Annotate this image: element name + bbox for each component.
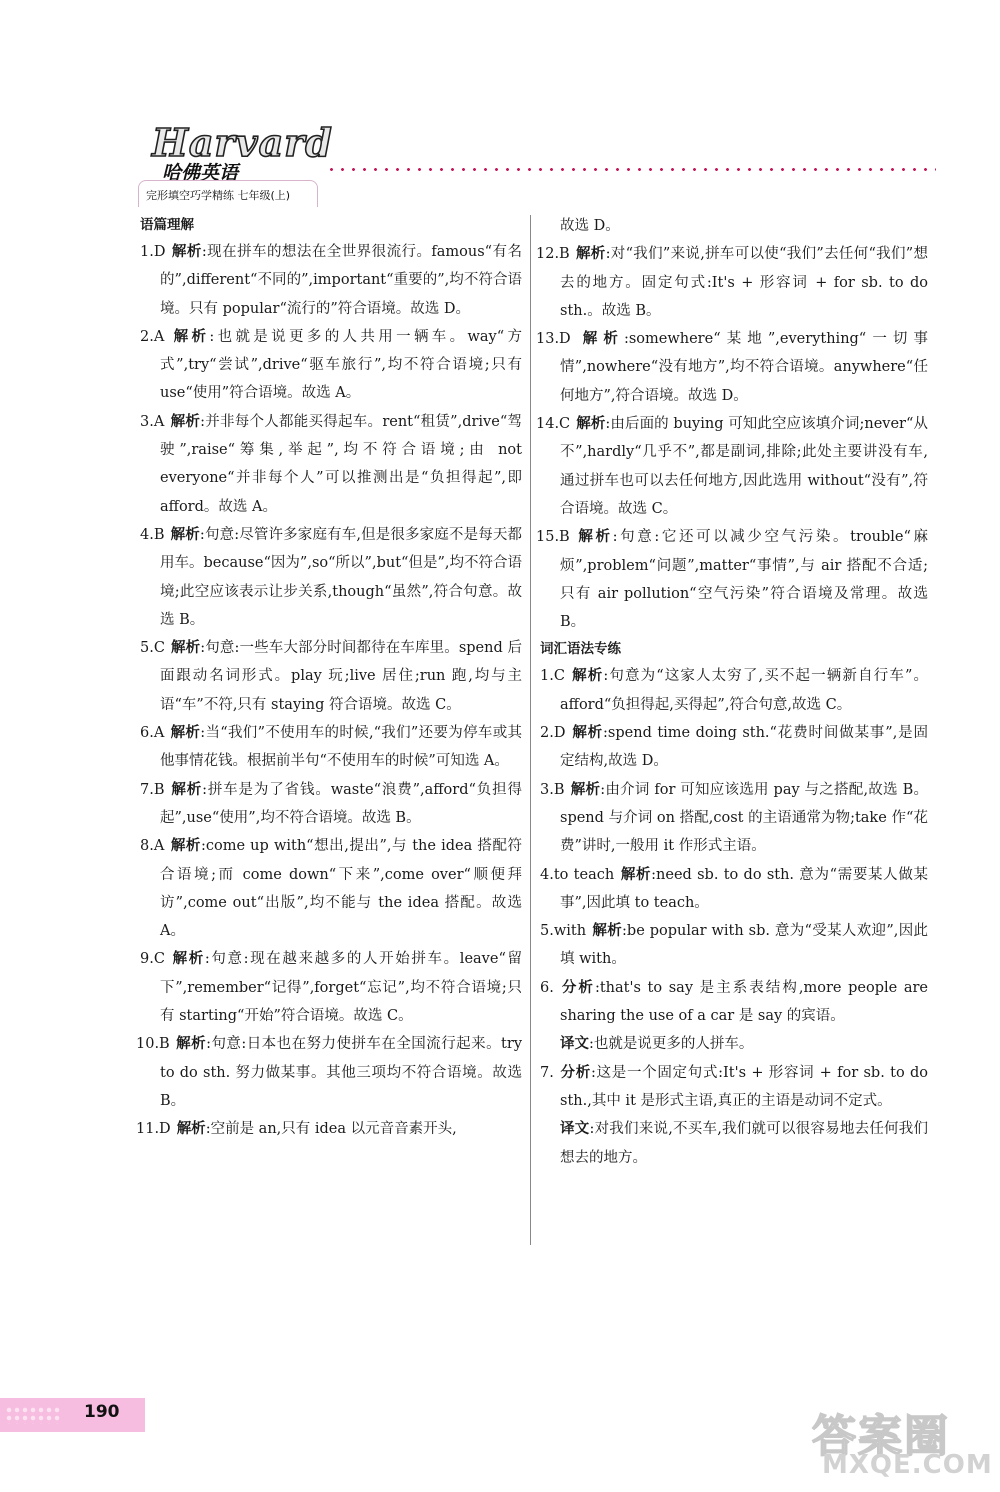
analysis-label: 解析 xyxy=(170,781,203,798)
analysis-text: :be popular with sb. 意为“受某人欢迎”,因此填 with。 xyxy=(560,923,929,968)
analysis-label: 解析 xyxy=(170,725,201,742)
analysis-label: 解析 xyxy=(592,923,623,940)
answer-item xyxy=(536,240,928,325)
answer-number: 7. xyxy=(540,1064,554,1081)
answer-item xyxy=(540,917,928,974)
answer-number: 3.A xyxy=(140,413,165,430)
analysis-label: 解析 xyxy=(620,866,652,883)
answer-number: 8.A xyxy=(140,838,165,855)
answer-item xyxy=(140,323,522,408)
answer-item xyxy=(140,719,522,776)
answer-number: 11.D xyxy=(136,1121,171,1138)
analysis-label: 译文 xyxy=(560,1036,589,1053)
analysis-text: :come up with“想出,提出”,与 the idea 搭配符合语境;而 come down“下来”,come over“顺便拜访”,come out“出版”,均不能与 the idea 搭配。故选 A。 xyxy=(160,838,522,940)
analysis-label: 解析 xyxy=(175,1036,207,1053)
answer-number: 15.B xyxy=(536,529,570,546)
analysis-text: :need sb. to do sth. 意为“需要某人做某事”,因此填 to teach。 xyxy=(560,866,929,911)
answer-number: 1.C xyxy=(540,668,565,685)
page-header xyxy=(138,120,938,210)
answer-number: 9.C xyxy=(140,951,165,968)
analysis-text: :对“我们”来说,拼车可以使“我们”去任何“我们”想去的地方。固定句式:It's + 形容词 + for sb. to do sth.。故选 B。 xyxy=(560,246,928,319)
analysis-text: :句意:它还可以减少空气污染。trouble“麻烦”,problem“问题”,matter“事情”,与 air 搭配不合适;只有 air pollution“空气污染”符合语境及常理。故选 B。 xyxy=(560,529,928,631)
answer-item xyxy=(536,325,928,410)
answer-continuation: 故选 D。 xyxy=(560,218,620,234)
right-column xyxy=(536,212,929,1172)
analysis-text: :somewhere“某地”,everything“一切事情”,nowhere“没有地方”,均不符合语境。anywhere“任何地方”,符合语境。故选 D。 xyxy=(560,331,928,404)
answer-item xyxy=(136,1030,523,1115)
logo-chinese: 哈佛英语 xyxy=(162,162,239,184)
analysis-text: :现在拼车的想法在全世界很流行。famous“有名的”,different“不同的”,important“重要的”,均不符合语境。只有 popular“流行的”符合语境。故选 D。 xyxy=(160,244,522,317)
analysis-label: 分析 xyxy=(559,979,595,996)
answer-number: 13.D xyxy=(536,331,571,348)
answer-item xyxy=(540,1030,928,1058)
answer-item xyxy=(540,719,928,776)
analysis-text: :句意:一些车大部分时间都待在车库里。spend 后面跟动名词形式。play 玩;live 居住;run 跑,均与主语“车”不符,只有 staying 符合语境。故选 C。 xyxy=(160,640,522,713)
answer-number: 14.C xyxy=(536,416,571,433)
answer-item xyxy=(140,634,522,719)
answer-number: 5.C xyxy=(140,640,165,657)
page-number-band xyxy=(0,1398,145,1432)
section-heading-reading: 语篇理解 xyxy=(140,217,194,233)
section-heading-vocab: 词汇语法专练 xyxy=(540,641,621,658)
analysis-label: 解析 xyxy=(170,951,205,968)
analysis-text: :由介词 for 可知应该选用 pay 与之搭配,故选 B。spend 与介词 on 搭配,cost 的主语通常为物;take 作“花费”讲时,一般用 it 作形式主语。 xyxy=(560,781,929,855)
analysis-text: :也就是说更多的人共用一辆车。way“方式”,try“尝试”,drive“驱车旅行”,均不符合语境;只有 use“使用”符合语境。故选 A。 xyxy=(160,328,523,402)
answer-item xyxy=(136,1115,522,1143)
analysis-label: 解析 xyxy=(570,781,601,798)
answer-item xyxy=(140,776,522,833)
answer-item xyxy=(540,662,928,719)
answer-number: 7.B xyxy=(140,781,165,798)
answer-item xyxy=(140,832,522,945)
watermark-logo: 答案圈 xyxy=(812,1411,950,1462)
dotted-rule xyxy=(326,168,936,171)
answer-number: 3.B xyxy=(540,781,565,798)
book-subtitle: 完形填空巧学精练 七年级(上) xyxy=(146,189,291,202)
analysis-text: :句意:日本也在努力使拼车在全国流行起来。try to do sth. 努力做某事。其他三项均不符合语境。故选 B。 xyxy=(160,1036,523,1109)
answer-item xyxy=(140,408,522,521)
analysis-label: 解析 xyxy=(170,413,201,430)
answer-number: 6. xyxy=(540,979,554,996)
analysis-label: 解析 xyxy=(575,246,606,263)
answer-item xyxy=(536,410,928,523)
analysis-text: :对我们来说,不买车,我们就可以很容易地去任何我们想去的地方。 xyxy=(560,1121,928,1166)
analysis-text: :that's to say 是主系表结构,more people are sharing the use of a car 是 say 的宾语。 xyxy=(560,979,929,1025)
analysis-label: 解析 xyxy=(575,529,613,546)
analysis-label: 解析 xyxy=(570,668,604,685)
page-number: 190 xyxy=(84,1402,120,1422)
analysis-label: 解析 xyxy=(170,838,201,855)
answer-item xyxy=(540,974,928,1031)
analysis-label: 解析 xyxy=(176,1121,206,1138)
answer-item xyxy=(540,776,928,861)
analysis-text: :也就是说更多的人拼车。 xyxy=(589,1036,754,1053)
answer-number: 4.to teach xyxy=(540,866,615,883)
watermark-url: MXQE.COM xyxy=(822,1450,993,1480)
answer-number: 5.with xyxy=(540,923,587,940)
answer-item xyxy=(140,521,522,634)
analysis-text: :并非每个人都能买得起车。rent“租赁”,drive“驾驶”,raise“筹集,举起”,均不符合语境;由 not everyone“并非每个人”可以推测出是“负担得起”,即 afford。故选 A。 xyxy=(160,413,522,515)
analysis-text: :当“我们”不使用车的时候,“我们”还要为停车或其他事情花钱。根据前半句“不使用车的时候”可知选 A。 xyxy=(160,725,522,770)
answer-number: 2.D xyxy=(540,725,566,742)
answer-number: 10.B xyxy=(136,1036,170,1053)
answer-number: 2.A xyxy=(140,328,165,345)
analysis-text: :由后面的 buying 可知此空应该填介词;never“从不”,hardly“几乎不”,都是副词,排除;此处主要讲没有车,通过拼车也可以去任何地方,因此选用 without“没有”,符合语境。故选 C。 xyxy=(560,416,928,517)
left-column xyxy=(136,212,523,1144)
answer-item xyxy=(540,1115,928,1172)
analysis-label: 解析 xyxy=(171,244,202,260)
analysis-label: 分析 xyxy=(559,1064,591,1081)
answer-item xyxy=(540,861,928,918)
answer-item xyxy=(536,523,928,636)
analysis-label: 解析 xyxy=(576,331,624,348)
answer-number: 4.B xyxy=(140,526,165,543)
answer-number: 12.B xyxy=(536,246,570,263)
analysis-text: :句意:现在越来越多的人开始拼车。leave“留下”,remember“记得”,forget“忘记”,均不符合语境;只有 starting“开始”符合语境。故选 C。 xyxy=(160,951,522,1025)
analysis-text: :这是一个固定句式:It's + 形容词 + for sb. to do sth.,其中 it 是形式主语,真正的主语是动词不定式。 xyxy=(560,1064,929,1109)
analysis-label: 译文 xyxy=(560,1121,590,1138)
answer-item xyxy=(540,1059,928,1116)
analysis-label: 解析 xyxy=(576,416,606,433)
analysis-text: :句意:尽管许多家庭有车,但是很多家庭不是每天都用车。because“因为”,so“所以”,but“但是”,均不符合语境;此空应该表示让步关系,though“虽然”,符合句意。故选 B。 xyxy=(160,526,522,628)
analysis-text: :spend time doing sth.“花费时间做某事”,是固定结构,故选 D。 xyxy=(560,725,929,770)
analysis-label: 解析 xyxy=(170,640,201,657)
analysis-label: 解析 xyxy=(571,725,604,742)
analysis-text: :句意为“这家人太穷了,买不起一辆新自行车”。afford“负担得起,买得起”,符合句意,故选 C。 xyxy=(560,668,928,713)
analysis-label: 解析 xyxy=(170,526,200,543)
analysis-text: :空前是 an,只有 idea 以元音音素开头, xyxy=(205,1121,457,1138)
answer-item xyxy=(140,238,522,323)
answer-item xyxy=(140,945,522,1030)
analysis-text: :拼车是为了省钱。waste“浪费”,afford“负担得起”,use“使用”,均不符合语境。故选 B。 xyxy=(160,781,522,826)
answer-number: 6.A xyxy=(140,725,165,742)
logo-harvard: Harvard xyxy=(152,120,333,165)
column-divider xyxy=(530,215,531,1245)
answer-number: 1.D xyxy=(140,244,166,260)
analysis-label: 解析 xyxy=(170,328,210,345)
